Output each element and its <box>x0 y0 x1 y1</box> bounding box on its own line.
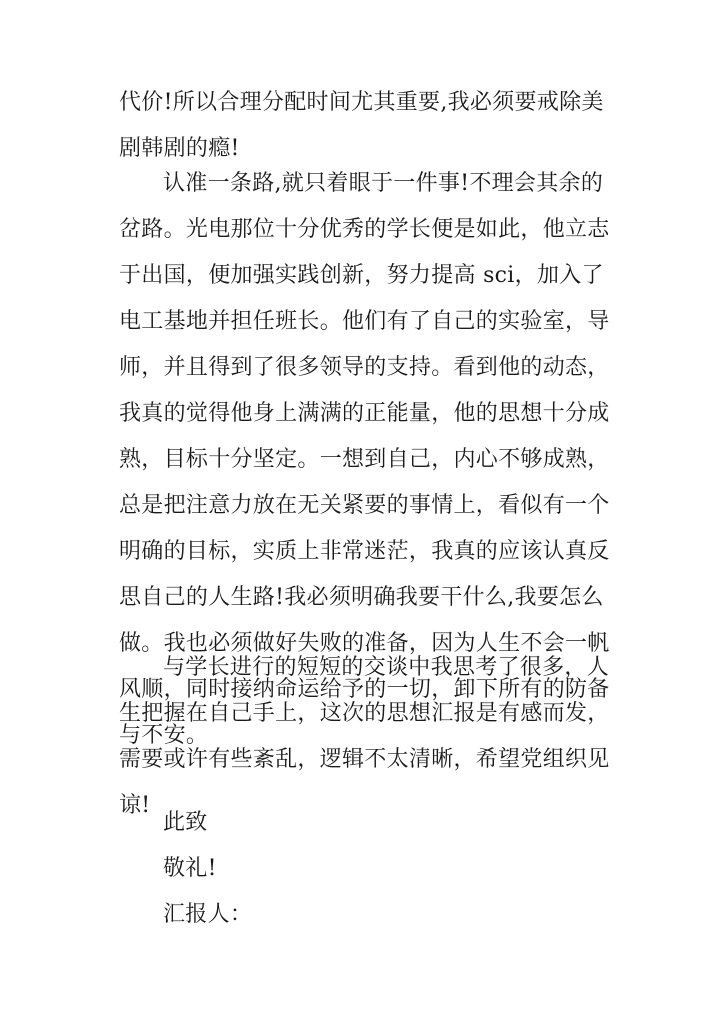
salutation-ci-zhi: 此致 <box>163 810 208 835</box>
text-line: 与不安。 <box>119 723 209 748</box>
text-line: 总是把注意力放在无关紧要的事情上，看似有一个 <box>119 493 610 518</box>
text-line: 代价!所以合理分配时间尤其重要,我必须要戒除美 <box>119 90 604 115</box>
text-line: 认准一条路,就只着眼于一件事!不理会其余的 <box>163 171 604 196</box>
text-line: 熟，目标十分坚定。一想到自己，内心不够成熟， <box>119 447 610 472</box>
text-line: 师，并且得到了很多领导的支持。看到他的动态， <box>119 355 610 380</box>
text-line: 电工基地并担任班长。他们有了自己的实验室，导 <box>119 309 610 334</box>
text-line: 生把握在自己手上，这次的思想汇报是有感而发， <box>119 701 610 726</box>
text-line: 风顺，同时接纳命运给予的一切，卸下所有的防备 <box>119 677 610 702</box>
text-line: 做。我也必须做好失败的准备，因为人生不会一帆 <box>119 631 610 656</box>
text-line: 需要或许有些紊乱，逻辑不太清晰，希望党组织见 <box>119 747 610 772</box>
letter-closing <box>163 800 252 938</box>
text-line: 剧韩剧的瘾! <box>119 136 240 161</box>
text-line: 明确的目标，实质上非常迷茫，我真的应该认真反 <box>119 539 610 564</box>
text-line: 思自己的人生路!我必须明确我要干什么,我要怎么 <box>119 585 604 610</box>
text-line: 我真的觉得他身上满满的正能量，他的思想十分成 <box>119 401 610 426</box>
text-line: 岔路。光电那位十分优秀的学长便是如此，他立志 <box>119 217 610 242</box>
reporter-label: 汇报人： <box>163 902 253 927</box>
salutation-jing-li: 敬礼! <box>163 856 217 881</box>
text-line: 谅! <box>119 793 151 818</box>
text-line: 与学长进行的短短的交谈中我思考了很多，人 <box>163 655 610 680</box>
text-line: 于出国，便加强实践创新，努力提高 sci，加入了 <box>119 263 604 288</box>
paragraph-1 <box>119 80 604 172</box>
